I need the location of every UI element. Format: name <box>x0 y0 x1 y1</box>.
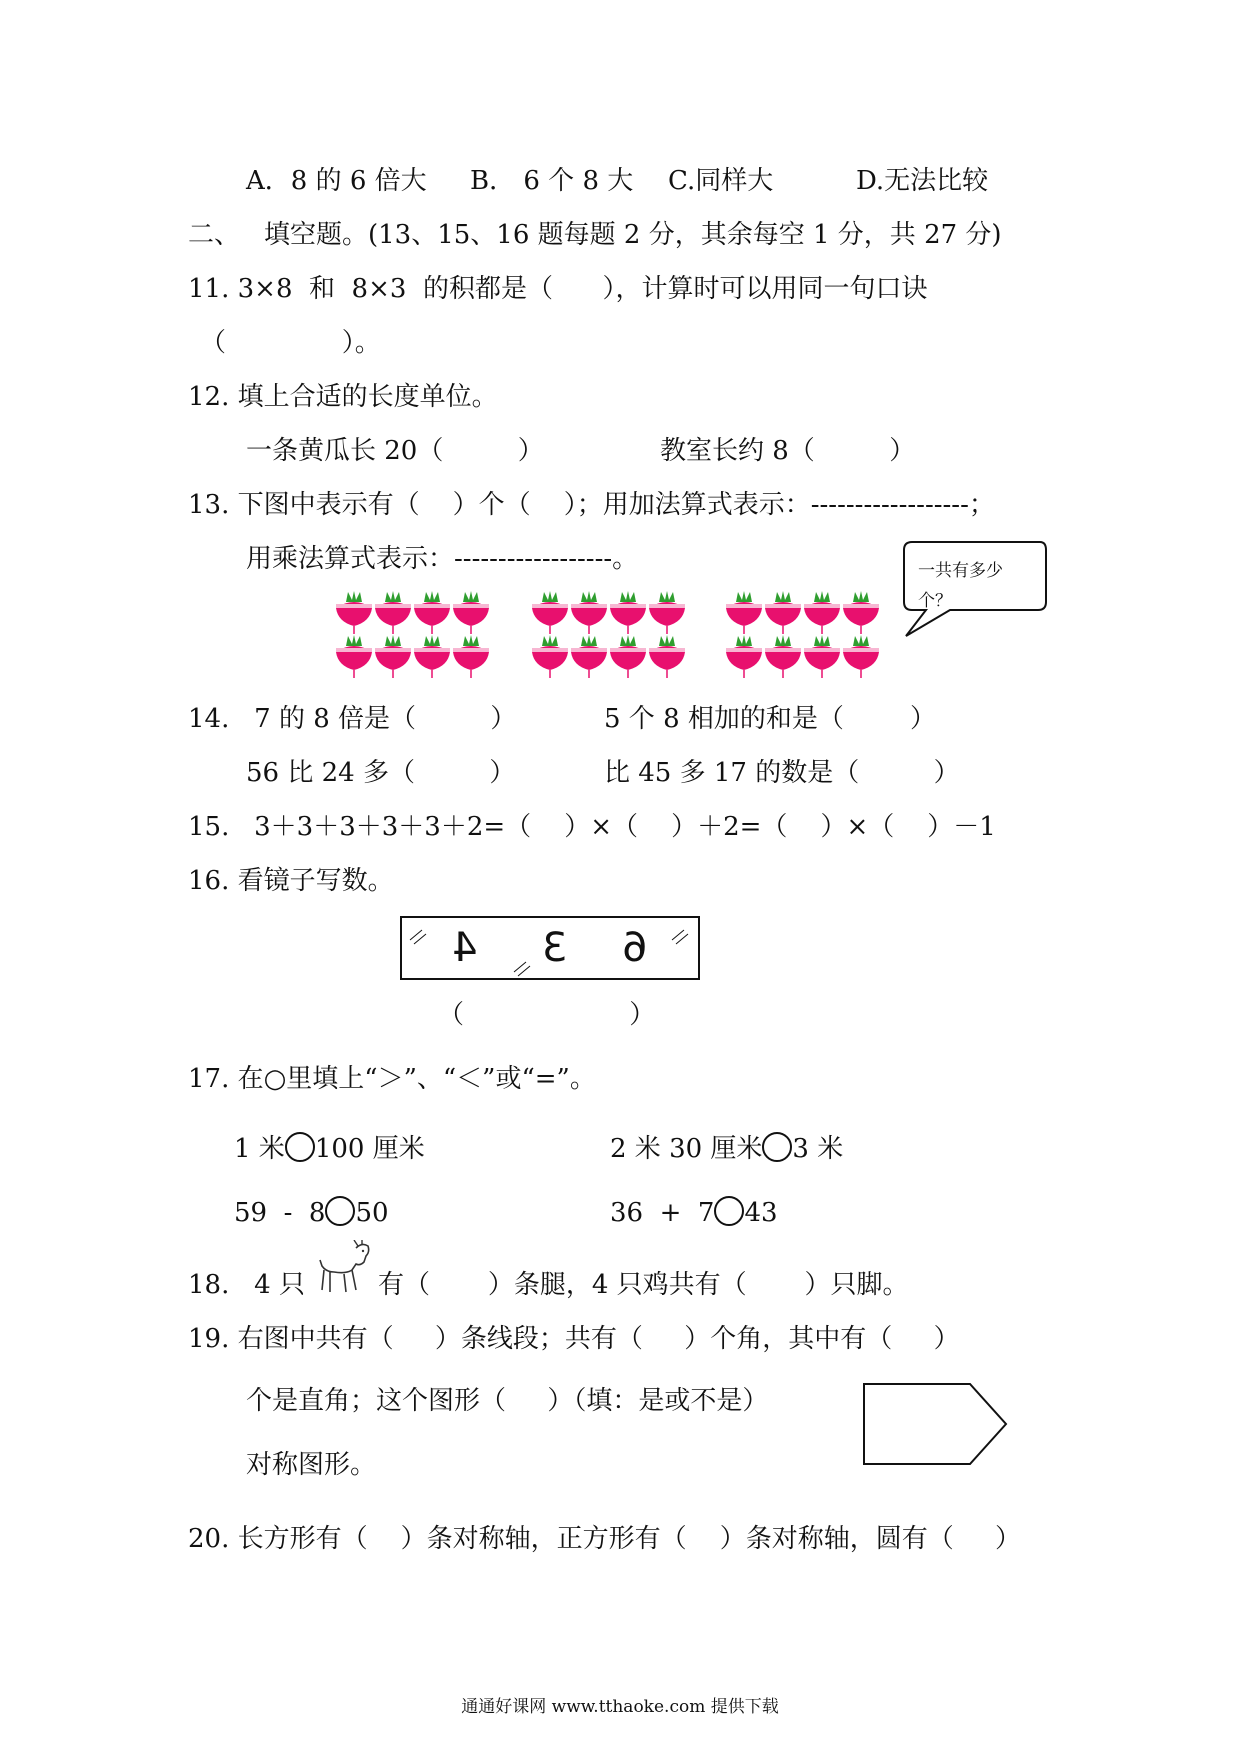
q11-line1: 11. 3×8 和 8×3 的积都是（ ），计算时可以用同一句口诀 <box>188 274 928 304</box>
q17-b-right: 3 米 <box>792 1134 844 1164</box>
compare-circle <box>714 1196 744 1226</box>
radish-icon <box>571 591 607 634</box>
option-a: A．8 的 6 倍大 <box>246 166 427 196</box>
q17-d-right: 43 <box>744 1198 778 1228</box>
radish-group-1 <box>334 586 494 678</box>
radish-icon <box>804 635 840 678</box>
q18-rest: 有（ ）条腿，4 只鸡共有（ ）只脚。 <box>378 1270 909 1300</box>
q16-title: 16. 看镜子写数。 <box>188 866 394 896</box>
q17-a <box>234 1132 425 1166</box>
q17-b <box>610 1132 843 1166</box>
q17-title: 17. 在○里填上“＞”、“＜”或“=”。 <box>188 1064 596 1094</box>
option-c: C.同样大 <box>668 166 774 196</box>
radish-icon <box>765 591 801 634</box>
q19-line2: 个是直角；这个图形（ ）（填：是或不是） <box>246 1386 769 1416</box>
radish-group-3 <box>724 586 884 678</box>
radish-group-2 <box>530 586 690 678</box>
speech-bubble <box>898 540 1058 644</box>
pentagon-figure <box>860 1380 1020 1470</box>
radish-icon <box>336 591 372 634</box>
q12-left: 一条黄瓜长 20（ ） <box>246 436 544 466</box>
q13-line2: 用乘法算式表示：------------------。 <box>246 544 639 574</box>
q18-num: 18. 4 只 <box>188 1270 305 1300</box>
mirror-digit-3: 6 <box>622 925 648 971</box>
mirror-digit-1: 4 <box>452 925 478 971</box>
q14-d: 比 45 多 17 的数是（ ） <box>604 758 960 788</box>
bubble-text-2: 个？ <box>918 591 952 611</box>
q12-title: 12. 填上合适的长度单位。 <box>188 382 498 412</box>
q17-c <box>234 1196 389 1230</box>
radish-icon <box>336 635 372 678</box>
radish-icon <box>610 591 646 634</box>
q19-line1: 19. 右图中共有（ ）条线段；共有（ ）个角，其中有（ ） <box>188 1324 960 1354</box>
option-d: D.无法比较 <box>856 166 989 196</box>
radish-icon <box>843 591 879 634</box>
q17-d <box>610 1196 778 1230</box>
option-b: B． 6 个 8 大 <box>470 166 634 196</box>
q17-a-right: 100 厘米 <box>314 1134 425 1164</box>
goat-icon <box>316 1240 374 1300</box>
radish-icon <box>649 591 685 634</box>
compare-circle <box>762 1132 792 1162</box>
q17-c-right: 50 <box>355 1198 389 1228</box>
q17-d-left: 36 + 7 <box>610 1198 715 1228</box>
radish-icon <box>375 591 411 634</box>
radish-icon <box>649 635 685 678</box>
radish-icon <box>532 591 568 634</box>
section-number: 二、 <box>188 220 241 250</box>
bubble-text-1: 一共有多少 <box>918 561 1003 581</box>
q14-b: 5 个 8 相加的和是（ ） <box>604 704 936 734</box>
q19-line3: 对称图形。 <box>246 1450 377 1480</box>
radish-icon <box>571 635 607 678</box>
radish-icon <box>532 635 568 678</box>
radish-icon <box>375 635 411 678</box>
radish-icon <box>610 635 646 678</box>
mirror-box <box>400 916 700 980</box>
radish-icon <box>804 591 840 634</box>
q12-right: 教室长约 8（ ） <box>660 436 916 466</box>
radish-icon <box>726 635 762 678</box>
radish-icon <box>726 591 762 634</box>
q14-c: 56 比 24 多（ ） <box>246 758 516 788</box>
footer-credit: 通通好课网 www.tthaoke.com 提供下载 <box>461 1697 779 1717</box>
radish-icon <box>453 591 489 634</box>
radish-icon <box>414 635 450 678</box>
q15-line: 15. 3＋3＋3＋3＋3＋2=（ ）×（ ）＋2=（ ）×（ ）－1 <box>188 812 996 842</box>
radish-icon <box>414 591 450 634</box>
q14-a: 14. 7 的 8 倍是（ ） <box>188 704 517 734</box>
q17-b-left: 2 米 30 厘米 <box>610 1134 763 1164</box>
q17-a-left: 1 米 <box>234 1134 285 1164</box>
radish-icon <box>765 635 801 678</box>
mirror-digit-2: 3 <box>542 925 568 971</box>
compare-circle <box>285 1132 315 1162</box>
q11-line2: （ ）。 <box>200 328 381 358</box>
section-title: 填空题。(13、15、16 题每题 2 分，其余每空 1 分，共 27 分) <box>264 220 1002 250</box>
q20-line: 20. 长方形有（ ）条对称轴，正方形有（ ）条对称轴，圆有（ ） <box>188 1524 1022 1554</box>
q16-answer: （ ） <box>438 1000 656 1030</box>
compare-circle <box>325 1196 355 1226</box>
radish-icon <box>843 635 879 678</box>
q17-c-left: 59 - 8 <box>234 1198 326 1228</box>
q13-line1: 13. 下图中表示有（ ）个（ ）；用加法算式表示：------------------； <box>188 490 995 520</box>
radish-icon <box>453 635 489 678</box>
